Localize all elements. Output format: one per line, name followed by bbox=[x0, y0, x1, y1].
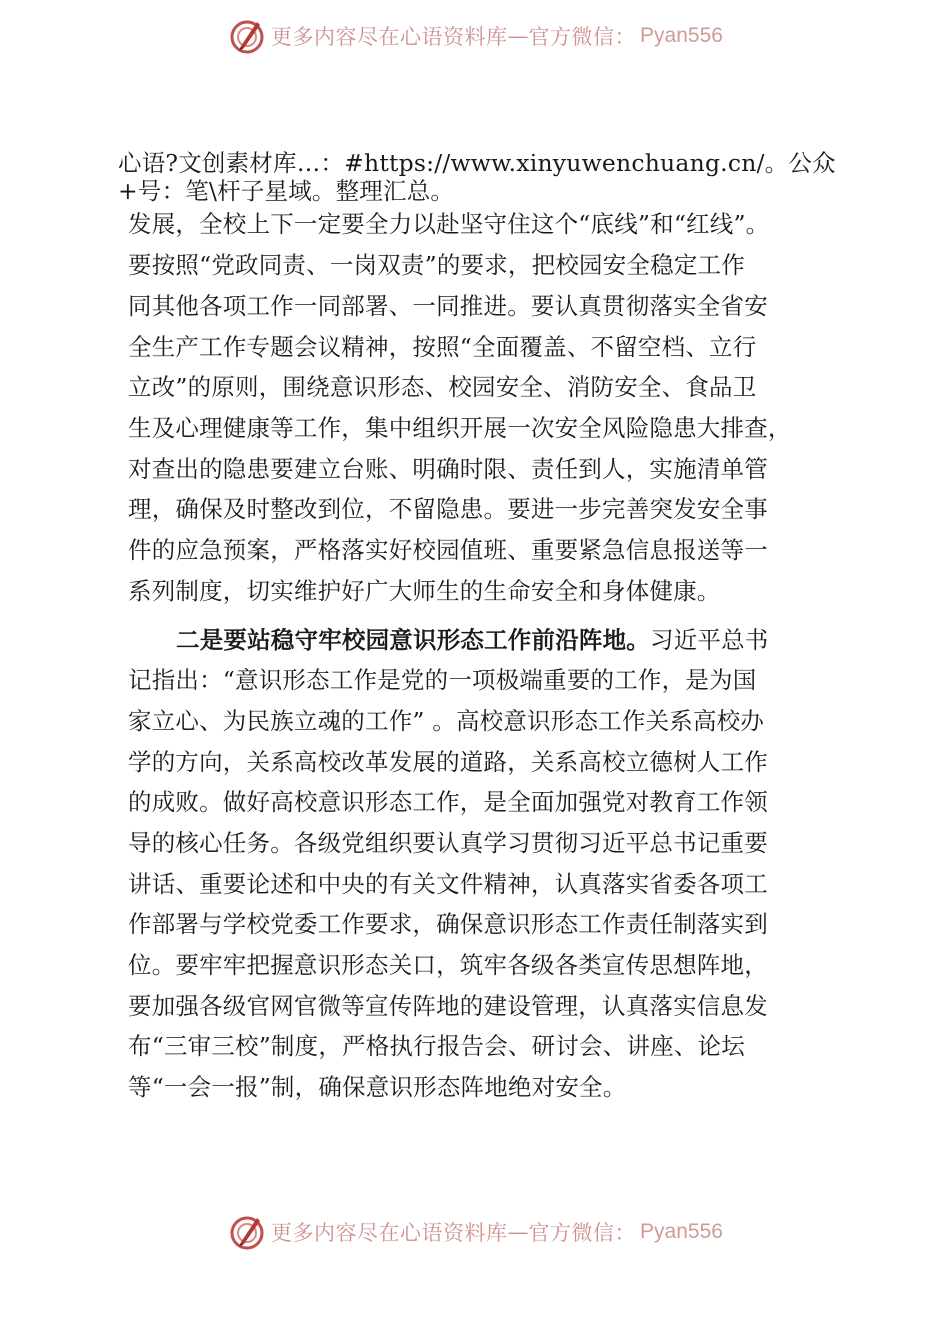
paragraph1-line-8: 理，确保及时整改到位，不留隐患。要进一步完善突发安全事 bbox=[128, 495, 768, 523]
paragraph2-line-12: 等“一会一报”制，确保意识形态阵地绝对安全。 bbox=[128, 1073, 627, 1101]
header-watermark-banner bbox=[0, 14, 950, 58]
paragraph2-line-7: 讲话、重要论述和中央的有关文件精神，认真落实省委各项工 bbox=[128, 870, 768, 898]
paragraph1-line-4: 全生产工作专题会议精神，按照“全面覆盖、不留空档、立行 bbox=[128, 333, 757, 361]
paragraph1-line-3: 同其他各项工作一同部署、一同推进。要认真贯彻落实全省安 bbox=[128, 292, 768, 320]
paragraph2-first-line-rest: 习近平总书 bbox=[650, 626, 769, 654]
paragraph1-line-2: 要按照“党政同责、一岗双责”的要求，把校园安全稳定工作 bbox=[128, 251, 745, 279]
pen-logo-icon bbox=[227, 16, 267, 56]
paragraph2-line-6: 导的核心任务。各级党组织要认真学习贯彻习近平总书记重要 bbox=[128, 829, 768, 857]
banner-contact-id: Pyan556 bbox=[640, 1220, 723, 1243]
pen-logo-icon bbox=[227, 1212, 267, 1252]
intro-line-1: 心语?文创素材库…：#https://www.xinyuwenchuang.cn/。公众 bbox=[118, 149, 836, 177]
paragraph1-line-10: 系列制度，切实维护好广大师生的生命安全和身体健康。 bbox=[128, 577, 721, 605]
paragraph2-heading: 二是要站稳守牢校园意识形态工作前沿阵地。 bbox=[176, 626, 650, 654]
banner-contact-label: 官方微信： bbox=[528, 1221, 637, 1245]
paragraph1-line-1: 发展，全校上下一定要全力以赴坚守住这个“底线”和“红线”。 bbox=[128, 210, 770, 238]
paragraph1-line-9: 件的应急预案，严格落实好校园值班、重要紧急信息报送等一 bbox=[128, 536, 768, 564]
banner-contact-id: Pyan556 bbox=[640, 24, 723, 47]
paragraph2-first-line bbox=[176, 625, 769, 655]
paragraph2-line-10: 要加强各级官网官微等宣传阵地的建设管理，认真落实信息发 bbox=[128, 992, 768, 1020]
banner-text: 更多内容尽在心语资料库 bbox=[271, 1221, 508, 1245]
paragraph2-line-9: 位。要牢牢把握意识形态关口，筑牢各级各类宣传思想阵地， bbox=[128, 951, 768, 979]
banner-text: 更多内容尽在心语资料库 bbox=[271, 25, 508, 49]
banner-contact-label: 官方微信： bbox=[528, 25, 637, 49]
banner-separator: — bbox=[507, 24, 529, 48]
paragraph2-line-3: 家立心、为民族立魂的工作” 。高校意识形态工作关系高校办 bbox=[128, 707, 765, 735]
paragraph2-line-11: 布“三审三校”制度，严格执行报告会、研讨会、讲座、论坛 bbox=[128, 1032, 745, 1060]
paragraph1-line-7: 对查出的隐患要建立台账、明确时限、责任到人，实施清单管 bbox=[128, 455, 768, 483]
footer-watermark-banner bbox=[0, 1210, 950, 1254]
intro-line-2: +号：笔\杆子星域。整理汇总。 bbox=[118, 177, 455, 205]
paragraph2-line-8: 作部署与学校党委工作要求，确保意识形态工作责任制落实到 bbox=[128, 910, 768, 938]
paragraph2-line-2: 记指出：“意识形态工作是党的一项极端重要的工作，是为国 bbox=[128, 666, 757, 694]
paragraph1-line-5: 立改”的原则，围绕意识形态、校园安全、消防安全、食品卫 bbox=[128, 373, 757, 401]
paragraph2-line-4: 学的方向，关系高校改革发展的道路，关系高校立德树人工作 bbox=[128, 748, 768, 776]
paragraph1-line-6: 生及心理健康等工作，集中组织开展一次安全风险隐患大排查， bbox=[128, 414, 792, 442]
paragraph2-line-5: 的成败。做好高校意识形态工作，是全面加强党对教育工作领 bbox=[128, 788, 768, 816]
banner-separator: — bbox=[507, 1220, 529, 1244]
